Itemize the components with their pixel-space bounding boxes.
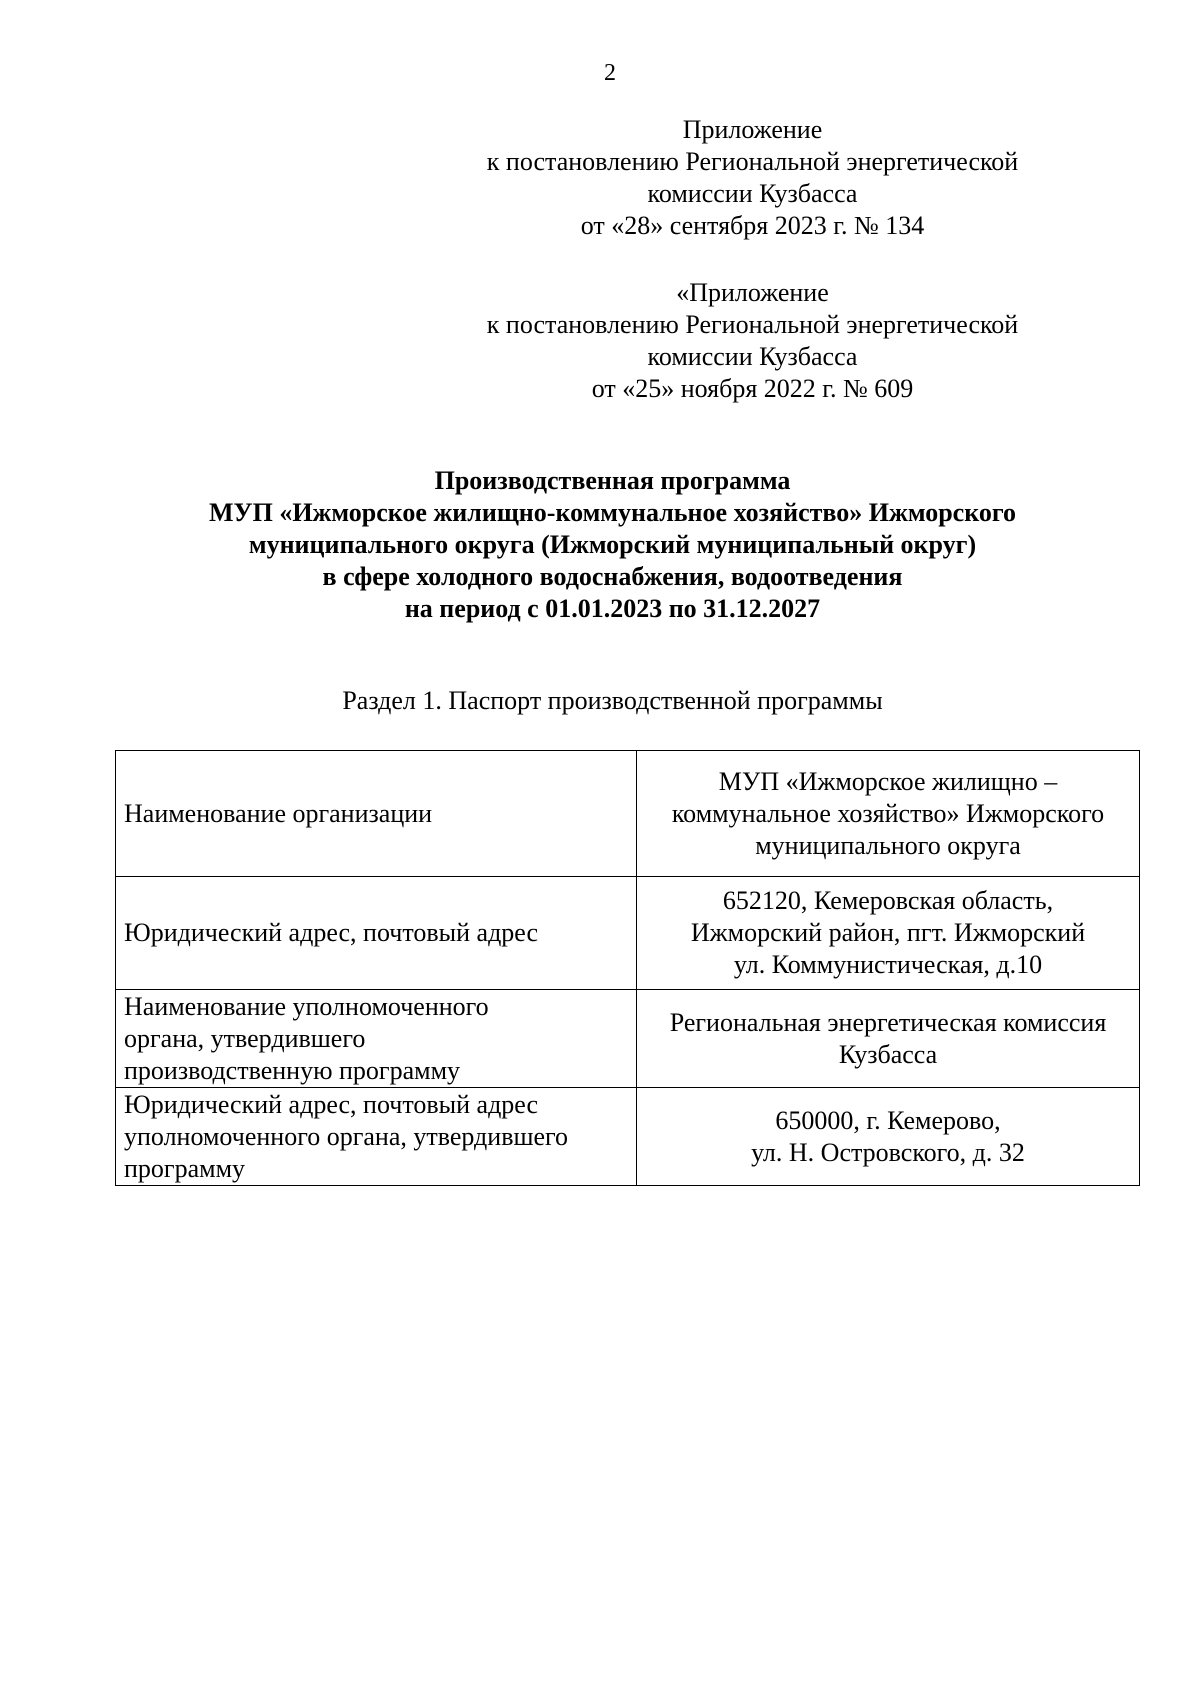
cell-text: 650000, г. Кемерово,: [775, 1105, 1001, 1135]
page-number: 2: [604, 60, 616, 86]
cell-text: Кузбасса: [838, 1039, 938, 1069]
table-row: [116, 990, 1140, 1088]
program-title-line: в сфере холодного водоснабжения, водоотведения: [322, 562, 903, 591]
cell-text: муниципального округа: [755, 830, 1021, 860]
cell-text: ул. Коммунистическая, д.10: [733, 950, 1043, 979]
program-title-line: на период с 01.01.2023 по 31.12.2027: [404, 594, 821, 623]
program-title-line: муниципального округа (Ижморский муниципальный округ): [248, 530, 977, 559]
table-row: [116, 751, 1140, 877]
cell-text: уполномоченного органа, утвердившего: [124, 1121, 569, 1151]
appendix-original-line: комиссии Кузбасса: [647, 342, 858, 371]
cell-text: Наименование организации: [124, 798, 433, 828]
cell-text: Наименование уполномоченного: [124, 991, 489, 1021]
program-title-line: МУП «Ижморское жилищно-коммунальное хозяйство» Ижморского: [208, 498, 1016, 527]
cell-text: Региональная энергетическая комиссия: [669, 1007, 1107, 1037]
table-cell-value: [637, 877, 1140, 990]
cell-text: МУП «Ижморское жилищно –: [718, 766, 1058, 796]
cell-text: 652120, Кемеровская область,: [722, 886, 1054, 915]
table-row: [116, 877, 1140, 990]
cell-text: ул. Н. Островского, д. 32: [751, 1137, 1025, 1167]
appendix-original-line: к постановлению Региональной энергетической: [486, 310, 1019, 339]
appendix-block-original: [440, 277, 1065, 405]
appendix-original-line: от «25» ноября 2022 г. № 609: [591, 374, 914, 403]
table-cell-value: [637, 1088, 1140, 1186]
program-title-line: Производственная программа: [434, 466, 791, 495]
cell-text: Юридический адрес, почтовый адрес: [124, 1089, 539, 1119]
cell-text: производственную программу: [124, 1055, 461, 1085]
table-row: [116, 1088, 1140, 1186]
appendix-original-line: «Приложение: [676, 278, 829, 307]
appendix-current-line: Приложение: [682, 115, 823, 144]
table-cell-label: [116, 990, 637, 1088]
cell-text: Ижморский район, пгт. Ижморский: [690, 918, 1086, 947]
table-cell-value: [637, 990, 1140, 1088]
cell-text: органа, утвердившего: [124, 1023, 366, 1053]
passport-table: [115, 750, 1140, 1186]
appendix-current-line: комиссии Кузбасса: [647, 179, 858, 208]
appendix-current-line: от «28» сентября 2023 г. № 134: [580, 211, 925, 240]
cell-text: Юридический адрес, почтовый адрес: [124, 918, 539, 947]
appendix-block-current: [440, 114, 1065, 242]
cell-text: программу: [124, 1153, 246, 1183]
table-cell-label: [116, 877, 637, 990]
table-cell-label: [116, 1088, 637, 1186]
program-title: [0, 465, 1200, 625]
cell-text: коммунальное хозяйство» Ижморского: [671, 798, 1105, 828]
appendix-current-line: к постановлению Региональной энергетической: [486, 147, 1019, 176]
section-heading: Раздел 1. Паспорт производственной программы: [342, 686, 883, 715]
table-cell-label: [116, 751, 637, 877]
table-cell-value: [637, 751, 1140, 877]
